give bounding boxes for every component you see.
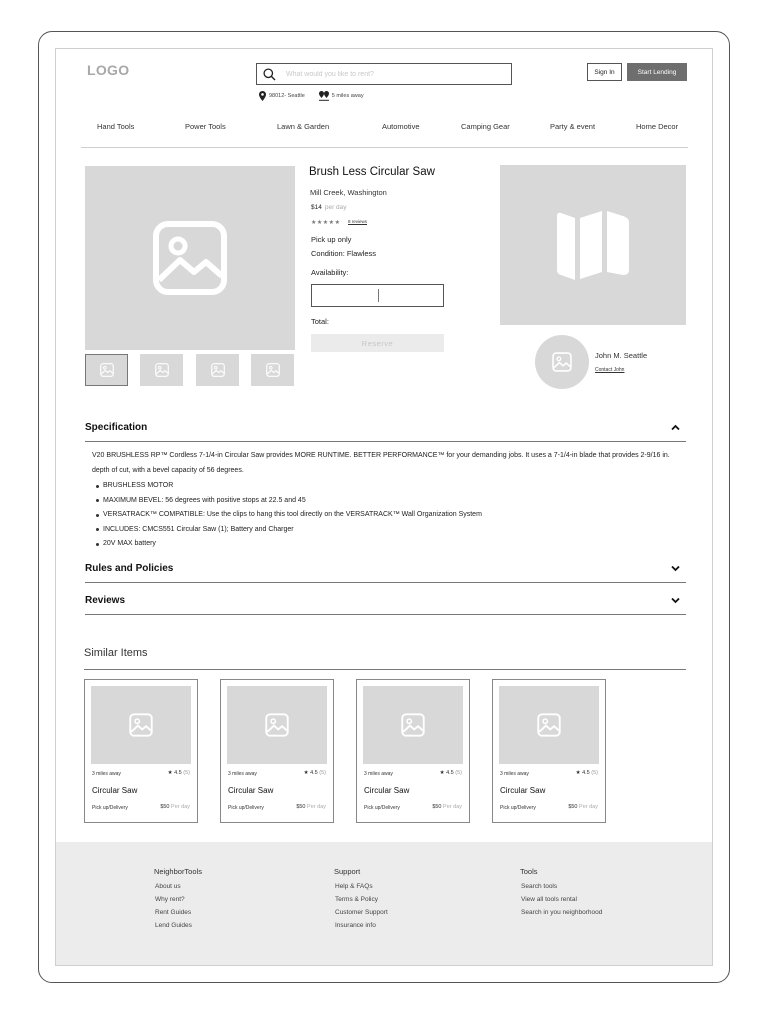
card-delivery: Pick up/Delivery — [228, 805, 264, 811]
date-divider — [378, 289, 379, 302]
footer-link-insurance[interactable]: Insurance info — [335, 922, 376, 929]
image-placeholder-icon — [211, 363, 225, 377]
location-row — [259, 91, 378, 101]
card-delivery: Pick up/Delivery — [92, 805, 128, 811]
price-unit: Per day — [443, 804, 462, 810]
specification-title: Specification — [85, 422, 148, 433]
star-icon: ★ — [322, 220, 329, 226]
price-unit: Per day — [307, 804, 326, 810]
search-bar[interactable] — [256, 63, 512, 85]
list-item — [96, 508, 482, 523]
star-icon: ★ — [311, 220, 317, 226]
similar-item-card[interactable] — [220, 679, 334, 823]
availability-date-picker[interactable] — [311, 284, 444, 307]
card-rating — [440, 770, 462, 776]
footer-link-view-all[interactable]: View all tools rental — [521, 896, 577, 903]
similar-item-card[interactable] — [84, 679, 198, 823]
distance-selector[interactable] — [319, 91, 364, 101]
rating-stars — [311, 219, 340, 226]
image-placeholder-icon — [152, 220, 228, 296]
card-distance: 3 miles away — [92, 771, 121, 777]
list-item-text: VERSATRACK™ COMPATIBLE: Use the clips to hang this tool directly on the VERSATRACK™ Wall Organization System — [103, 511, 482, 518]
card-price — [568, 804, 598, 810]
rating-count: (5) — [183, 770, 190, 776]
product-main-image[interactable] — [85, 166, 295, 350]
thumbnail-3[interactable] — [196, 354, 239, 386]
sign-in-button[interactable]: Sign In — [587, 63, 622, 81]
list-item — [96, 479, 482, 494]
price-unit: Per day — [171, 804, 190, 810]
pickup-info: Pick up only — [311, 235, 352, 244]
rating-value: 4.5 — [310, 770, 318, 776]
image-placeholder-icon — [265, 713, 289, 737]
location-selector[interactable] — [259, 91, 305, 101]
reviews-title: Reviews — [85, 595, 126, 606]
location-map[interactable] — [500, 165, 686, 325]
total-label: Total: — [311, 317, 329, 326]
price-value: $50 — [296, 804, 306, 810]
card-price — [432, 804, 462, 810]
condition-info: Condition: Flawless — [311, 249, 377, 258]
search-icon — [263, 68, 276, 81]
nav-item-automotive[interactable]: Automotive — [382, 122, 420, 131]
price-value: $14 — [311, 204, 322, 211]
footer-link-help[interactable]: Help & FAQs — [335, 883, 373, 890]
divider — [84, 669, 686, 670]
card-rating — [576, 770, 598, 776]
rating-value: 4.5 — [174, 770, 182, 776]
divider — [85, 441, 686, 442]
nav-item-hand-tools[interactable]: Hand Tools — [97, 122, 135, 131]
list-item-text: MAXIMUM BEVEL: 56 degrees with positive stops at 22.5 and 45 — [103, 496, 306, 504]
thumbnail-1[interactable] — [85, 354, 128, 386]
specification-description: V20 BRUSHLESS RP™ Cordless 7-1/4-in Circular Saw provides MORE RUNTIME. BETTER PERFORMANCE™ for your demanding jobs. It uses a 7-1/4-in blade that provides 2-9/16 in. depth of cut, with a bevel capacity of 56 degrees. — [92, 452, 670, 474]
rating-count: (5) — [455, 770, 462, 776]
list-item — [96, 494, 482, 509]
price-unit: Per day — [579, 804, 598, 810]
price-value: $50 — [432, 804, 442, 810]
divider — [85, 614, 686, 615]
contact-owner-link[interactable]: Contact John — [595, 367, 625, 373]
star-icon: ★ — [167, 770, 173, 776]
footer-link-customer-support[interactable]: Customer Support — [335, 909, 388, 916]
image-placeholder-icon — [129, 713, 153, 737]
image-placeholder-icon — [266, 363, 280, 377]
footer-link-search-tools[interactable]: Search tools — [521, 883, 558, 890]
bullet — [96, 499, 99, 502]
rules-header[interactable] — [85, 563, 686, 579]
footer-column-neighbortools — [154, 867, 202, 935]
nav-item-lawn-garden[interactable]: Lawn & Garden — [277, 122, 330, 131]
card-title: Circular Saw — [228, 786, 274, 795]
card-distance: 3 miles away — [364, 771, 393, 777]
list-item-text: BRUSHLESS MOTOR — [103, 482, 174, 489]
card-image — [363, 686, 463, 764]
chevron-down-icon — [671, 565, 680, 572]
logo[interactable]: LOGO — [87, 62, 130, 78]
category-nav — [56, 122, 713, 134]
footer-heading: Tools — [520, 867, 538, 876]
image-placeholder-icon — [552, 352, 572, 372]
image-placeholder-icon — [401, 713, 425, 737]
card-price — [296, 804, 326, 810]
availability-label: Availability: — [311, 268, 349, 277]
card-image — [499, 686, 599, 764]
product-location: Mill Creek, Washington — [310, 188, 387, 197]
image-placeholder-icon — [155, 363, 169, 377]
rating-count: (5) — [319, 770, 326, 776]
footer — [56, 842, 713, 966]
card-distance: 3 miles away — [500, 771, 529, 777]
footer-column-tools — [520, 867, 602, 922]
star-icon: ★ — [316, 220, 323, 226]
reviews-header[interactable] — [85, 595, 686, 611]
card-image — [227, 686, 327, 764]
footer-link-why-rent[interactable]: Why rent? — [155, 896, 185, 903]
image-placeholder-icon — [100, 363, 114, 377]
nav-item-camping-gear[interactable]: Camping Gear — [461, 122, 510, 131]
card-title: Circular Saw — [364, 786, 410, 795]
footer-heading: NeighborTools — [154, 867, 202, 876]
rating-count: (5) — [591, 770, 598, 776]
distance-text: 5 miles away — [331, 93, 364, 99]
chevron-down-icon — [671, 597, 680, 604]
reviews-link[interactable]: 8 reviews — [348, 219, 368, 224]
star-icon: ★ — [575, 770, 581, 776]
list-item-text: INCLUDES: CMCS551 Circular Saw (1); Battery and Charger — [103, 525, 294, 533]
nav-item-home-decor[interactable]: Home Decor — [636, 122, 679, 131]
specification-header[interactable] — [85, 422, 686, 438]
bullet — [96, 528, 99, 531]
footer-heading: Support — [334, 867, 361, 876]
bullet — [96, 543, 99, 546]
card-rating — [304, 770, 326, 776]
rating-value: 4.5 — [582, 770, 590, 776]
footer-column-support — [334, 867, 388, 935]
nav-divider — [81, 147, 688, 148]
location-pin-icon — [259, 91, 266, 101]
location-text: 98012- Seattle — [269, 93, 305, 99]
start-lending-button[interactable]: Start Lending — [627, 63, 687, 81]
nav-item-party-event[interactable]: Party & event — [550, 122, 596, 131]
owner-avatar[interactable] — [535, 335, 589, 389]
card-delivery: Pick up/Delivery — [500, 805, 536, 811]
similar-items-title: Similar Items — [84, 647, 148, 659]
price-value: $50 — [568, 804, 578, 810]
specification-list — [96, 479, 482, 552]
card-distance: 3 miles away — [228, 771, 257, 777]
thumbnail-4[interactable] — [251, 354, 294, 386]
card-image — [91, 686, 191, 764]
chevron-up-icon — [671, 424, 680, 431]
nav-item-power-tools[interactable]: Power Tools — [185, 122, 226, 131]
thumbnail-2[interactable] — [140, 354, 183, 386]
search-input[interactable] — [286, 71, 496, 78]
similar-item-card[interactable] — [356, 679, 470, 823]
footer-link-terms[interactable]: Terms & Policy — [335, 896, 378, 903]
bullet — [96, 485, 99, 488]
rating-value: 4.5 — [446, 770, 454, 776]
distance-pins-icon — [319, 91, 329, 101]
footer-link-about[interactable]: About us — [155, 883, 181, 890]
image-placeholder-icon — [537, 713, 561, 737]
rules-title: Rules and Policies — [85, 563, 174, 574]
footer-link-lend-guides[interactable]: Lend Guides — [155, 922, 192, 929]
card-delivery: Pick up/Delivery — [364, 805, 400, 811]
star-icon: ★ — [334, 220, 341, 226]
footer-link-search-neighborhood[interactable]: Search in you neighborhood — [521, 909, 603, 916]
card-price — [160, 804, 190, 810]
similar-item-card[interactable] — [492, 679, 606, 823]
owner-name: John M. Seattle — [595, 351, 648, 360]
list-item — [96, 523, 482, 538]
star-icon: ★ — [439, 770, 445, 776]
card-rating — [168, 770, 190, 776]
star-icon: ★ — [303, 770, 309, 776]
footer-link-rent-guides[interactable]: Rent Guides — [155, 909, 192, 916]
divider — [85, 582, 686, 583]
bullet — [96, 514, 99, 517]
map-icon — [553, 208, 633, 282]
page — [55, 48, 713, 966]
product-title: Brush Less Circular Saw — [309, 166, 435, 178]
price-value: $50 — [160, 804, 170, 810]
product-price — [311, 204, 347, 211]
list-item-text: 20V MAX battery — [103, 540, 156, 547]
star-icon: ★ — [328, 220, 335, 226]
card-title: Circular Saw — [500, 786, 546, 795]
card-title: Circular Saw — [92, 786, 138, 795]
list-item — [96, 537, 482, 552]
reserve-button[interactable]: Reserve — [311, 334, 444, 352]
price-unit: per day — [324, 204, 347, 211]
